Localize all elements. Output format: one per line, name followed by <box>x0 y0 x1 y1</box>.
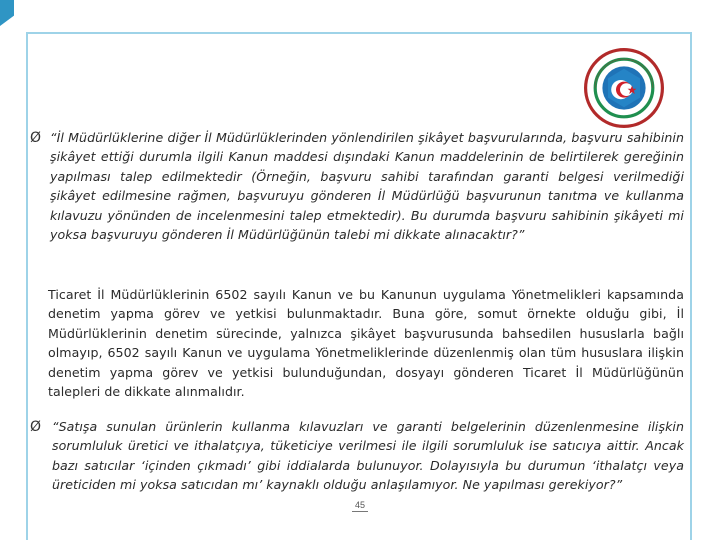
page-number-underline <box>352 511 368 512</box>
bullet-question-2 <box>30 417 690 495</box>
bullet-question-2-text: “Satışa sunulan ürünlerin kullanma kılavuzları ve garanti belgelerinin düzenlenmesine ilişkin sorumluluk üretici ve ithalatçıya, tüketiciye verilmesi ile ilgili sorumluluk ise satıcıya aittir. Ancak bazı satıcılar ‘içinden çıkmadı’ gibi iddialarda bulunuyor. Dolayısıyla bu durumun ‘ithalatçı veya üreticiden mi yoksa satıcıdan mı’ kaynaklı olduğu anlaşılamıyor. Ne yapılması gerekiyor?” <box>52 419 684 493</box>
page-number: 45 <box>354 500 365 510</box>
answer-paragraph: Ticaret İl Müdürlüklerinin 6502 sayılı Kanun ve bu Kanunun uygulama Yönetmelikleri kapsamında denetim yapma görev ve yetkisi bulunmaktadır. Buna göre, somut örnekte olduğu gibi, İl Müdürlüklerinin denetim sürecinde, yalnızca şikâyet başvurusunda bahsedilen hususlarla bağlı olmayıp, 6502 sayılı Kanun ve uygulama Yönetmeliklerinde düzenlenmiş olan tüm hususlara ilişkin denetim yapma görev ve yetkisi bulunduğundan, dosyayı gönderen Ticaret İl Müdürlüğünün talepleri de dikkate alınmalıdır. <box>48 287 684 400</box>
ministry-logo <box>584 48 664 128</box>
corner-accent-tab <box>0 0 14 26</box>
bullet-question-1 <box>30 128 690 244</box>
bullet-question-1-text: “İl Müdürlüklerine diğer İl Müdürlüklerinden yönlendirilen şikâyet başvurularında, başvuru sahibinin şikâyet ettiği durumla ilgili Kanun maddesi dışındaki Kanun maddelerinin de belirtilerek gereğinin yapılması talep edilmektedir (Örneğin, başvuru sahibi tarafından garanti belgesi verilmediği şikâyet edilmesine rağmen, başvuruyu gönderen İl Müdürlüğü başvurunun tanıtma ve kullanma kılavuzu yönünden de incelenmesini talep etmektedir). Bu durumda başvuru sahibinin şikâyeti mi yoksa başvuruyu gönderen İl Müdürlüğünün talebi mi dikkate alınacaktır?” <box>50 130 684 243</box>
bullet-arrow-icon: Ø <box>30 419 42 435</box>
bullet-arrow-icon: Ø <box>30 130 42 146</box>
